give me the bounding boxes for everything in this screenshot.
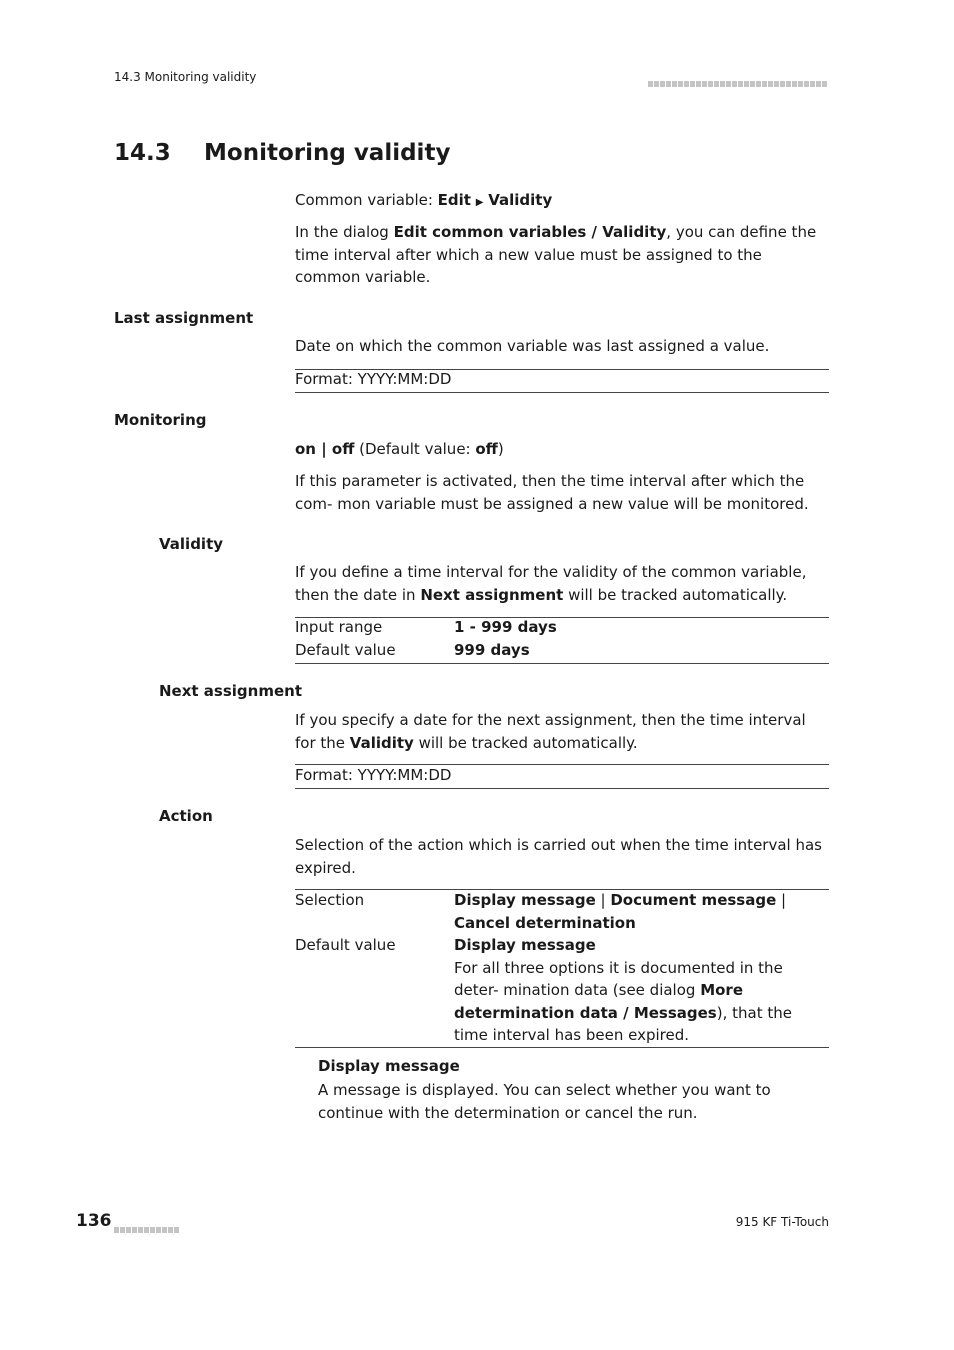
monitoring-options: on | off (Default value: off) <box>295 440 504 458</box>
last-assignment-desc: Date on which the common variable was last assigned a value. <box>295 337 770 355</box>
running-header: 14.3 Monitoring validity <box>114 70 257 84</box>
action-desc: Selection of the action which is carried out when the time interval has expired. <box>295 836 822 877</box>
validity-desc: If you define a time interval for the validity of the common variable, then the date in Next assignment will be tracked automatically. <box>295 563 807 604</box>
intro-paragraph: In the dialog Edit common variables / Validity, you can define the time interval after which a new value must be assigned to the common variable. <box>295 223 817 286</box>
menu-path: Common variable: Edit ▶ Validity <box>295 191 553 209</box>
header-decoration <box>648 72 828 79</box>
monitoring-desc: If this parameter is activated, then the time interval after which the com- mon variable must be assigned a new value will be monitored. <box>295 472 809 513</box>
table-row: Input range 1 - 999 days <box>295 618 557 636</box>
last-assignment-label: Last assignment <box>114 309 254 327</box>
section-heading: Monitoring validity <box>204 140 451 166</box>
arrow-icon: ▶ <box>475 197 484 208</box>
path-edit: Edit <box>437 191 471 209</box>
divider <box>295 663 829 664</box>
next-assignment-format: Format: YYYY:MM:DD <box>295 766 452 784</box>
action-label: Action <box>159 807 213 825</box>
path-validity: Validity <box>488 191 553 209</box>
table-row: Default value Display message For all three options it is documented in the deter- mination data (see dialog More determination data / Messages), that the time interval has been expired. <box>295 936 792 1044</box>
divider <box>295 1047 829 1048</box>
divider <box>295 788 829 789</box>
divider <box>295 392 829 393</box>
display-message-label: Display message <box>318 1057 460 1075</box>
validity-label: Validity <box>159 535 224 553</box>
page-number: 136 <box>76 1211 112 1231</box>
table-row: Default value 999 days <box>295 641 530 659</box>
monitoring-label: Monitoring <box>114 411 207 429</box>
display-message-desc: A message is displayed. You can select whether you want to continue with the determination or cancel the run. <box>318 1081 771 1122</box>
section-title <box>114 140 450 166</box>
table-row: Selection Display message | Document message | Cancel determination <box>295 891 787 932</box>
next-assignment-desc: If you specify a date for the next assignment, then the time interval for the Validity will be tracked automatically. <box>295 711 806 752</box>
footer-decoration <box>114 1218 180 1225</box>
next-assignment-label: Next assignment <box>159 682 302 700</box>
product-name: 915 KF Ti-Touch <box>735 1215 829 1229</box>
last-assignment-format: Format: YYYY:MM:DD <box>295 370 452 388</box>
section-number: 14.3 <box>114 140 171 166</box>
